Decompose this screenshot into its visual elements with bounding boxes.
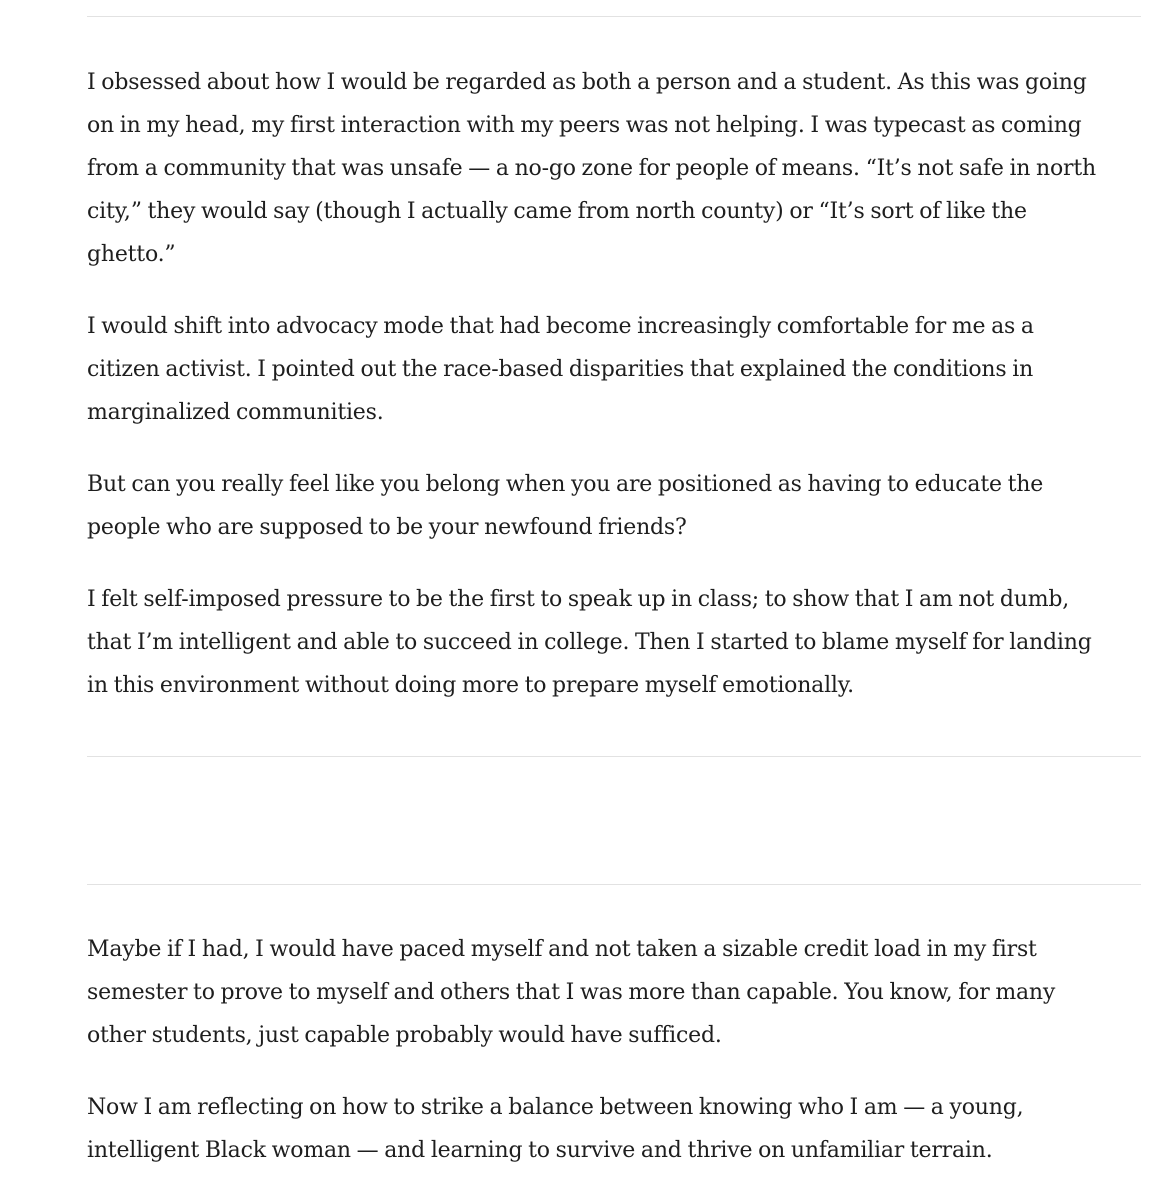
article-section-1 bbox=[87, 61, 1107, 736]
top-divider bbox=[87, 16, 1141, 17]
paragraph: But can you really feel like you belong when you are positioned as having to educate the people who are supposed to be your newfound friends? bbox=[87, 472, 1044, 540]
paragraph: I would shift into advocacy mode that had become increasingly comfortable for me as a citizen activist. I pointed out the race-based disparities that explained the conditions in marginalized communities. bbox=[87, 314, 1034, 425]
article-section-2 bbox=[87, 928, 1107, 1201]
section-divider-bottom bbox=[87, 884, 1141, 885]
section-divider-top bbox=[87, 756, 1141, 757]
paragraph: I felt self-imposed pressure to be the first to speak up in class; to show that I am not dumb, that I’m intelligent and able to succeed in college. Then I started to blame myself for landing in this environment without doing more to prepare myself emotionally. bbox=[87, 587, 1092, 698]
paragraph: Now I am reflecting on how to strike a balance between knowing who I am — a young, intelligent Black woman — and learning to survive and thrive on unfamiliar terrain. bbox=[87, 1095, 1024, 1163]
paragraph: Maybe if I had, I would have paced myself and not taken a sizable credit load in my first semester to prove to myself and others that I was more than capable. You know, for many other students, just capable probably would have sufficed. bbox=[87, 937, 1056, 1048]
paragraph: I obsessed about how I would be regarded as both a person and a student. As this was going on in my head, my first interaction with my peers was not helping. I was typecast as coming from a community that was unsafe — a no-go zone for people of means. “It’s not safe in north city,” they would say (though I actually came from north county) or “It’s sort of like the ghetto.” bbox=[87, 70, 1096, 267]
